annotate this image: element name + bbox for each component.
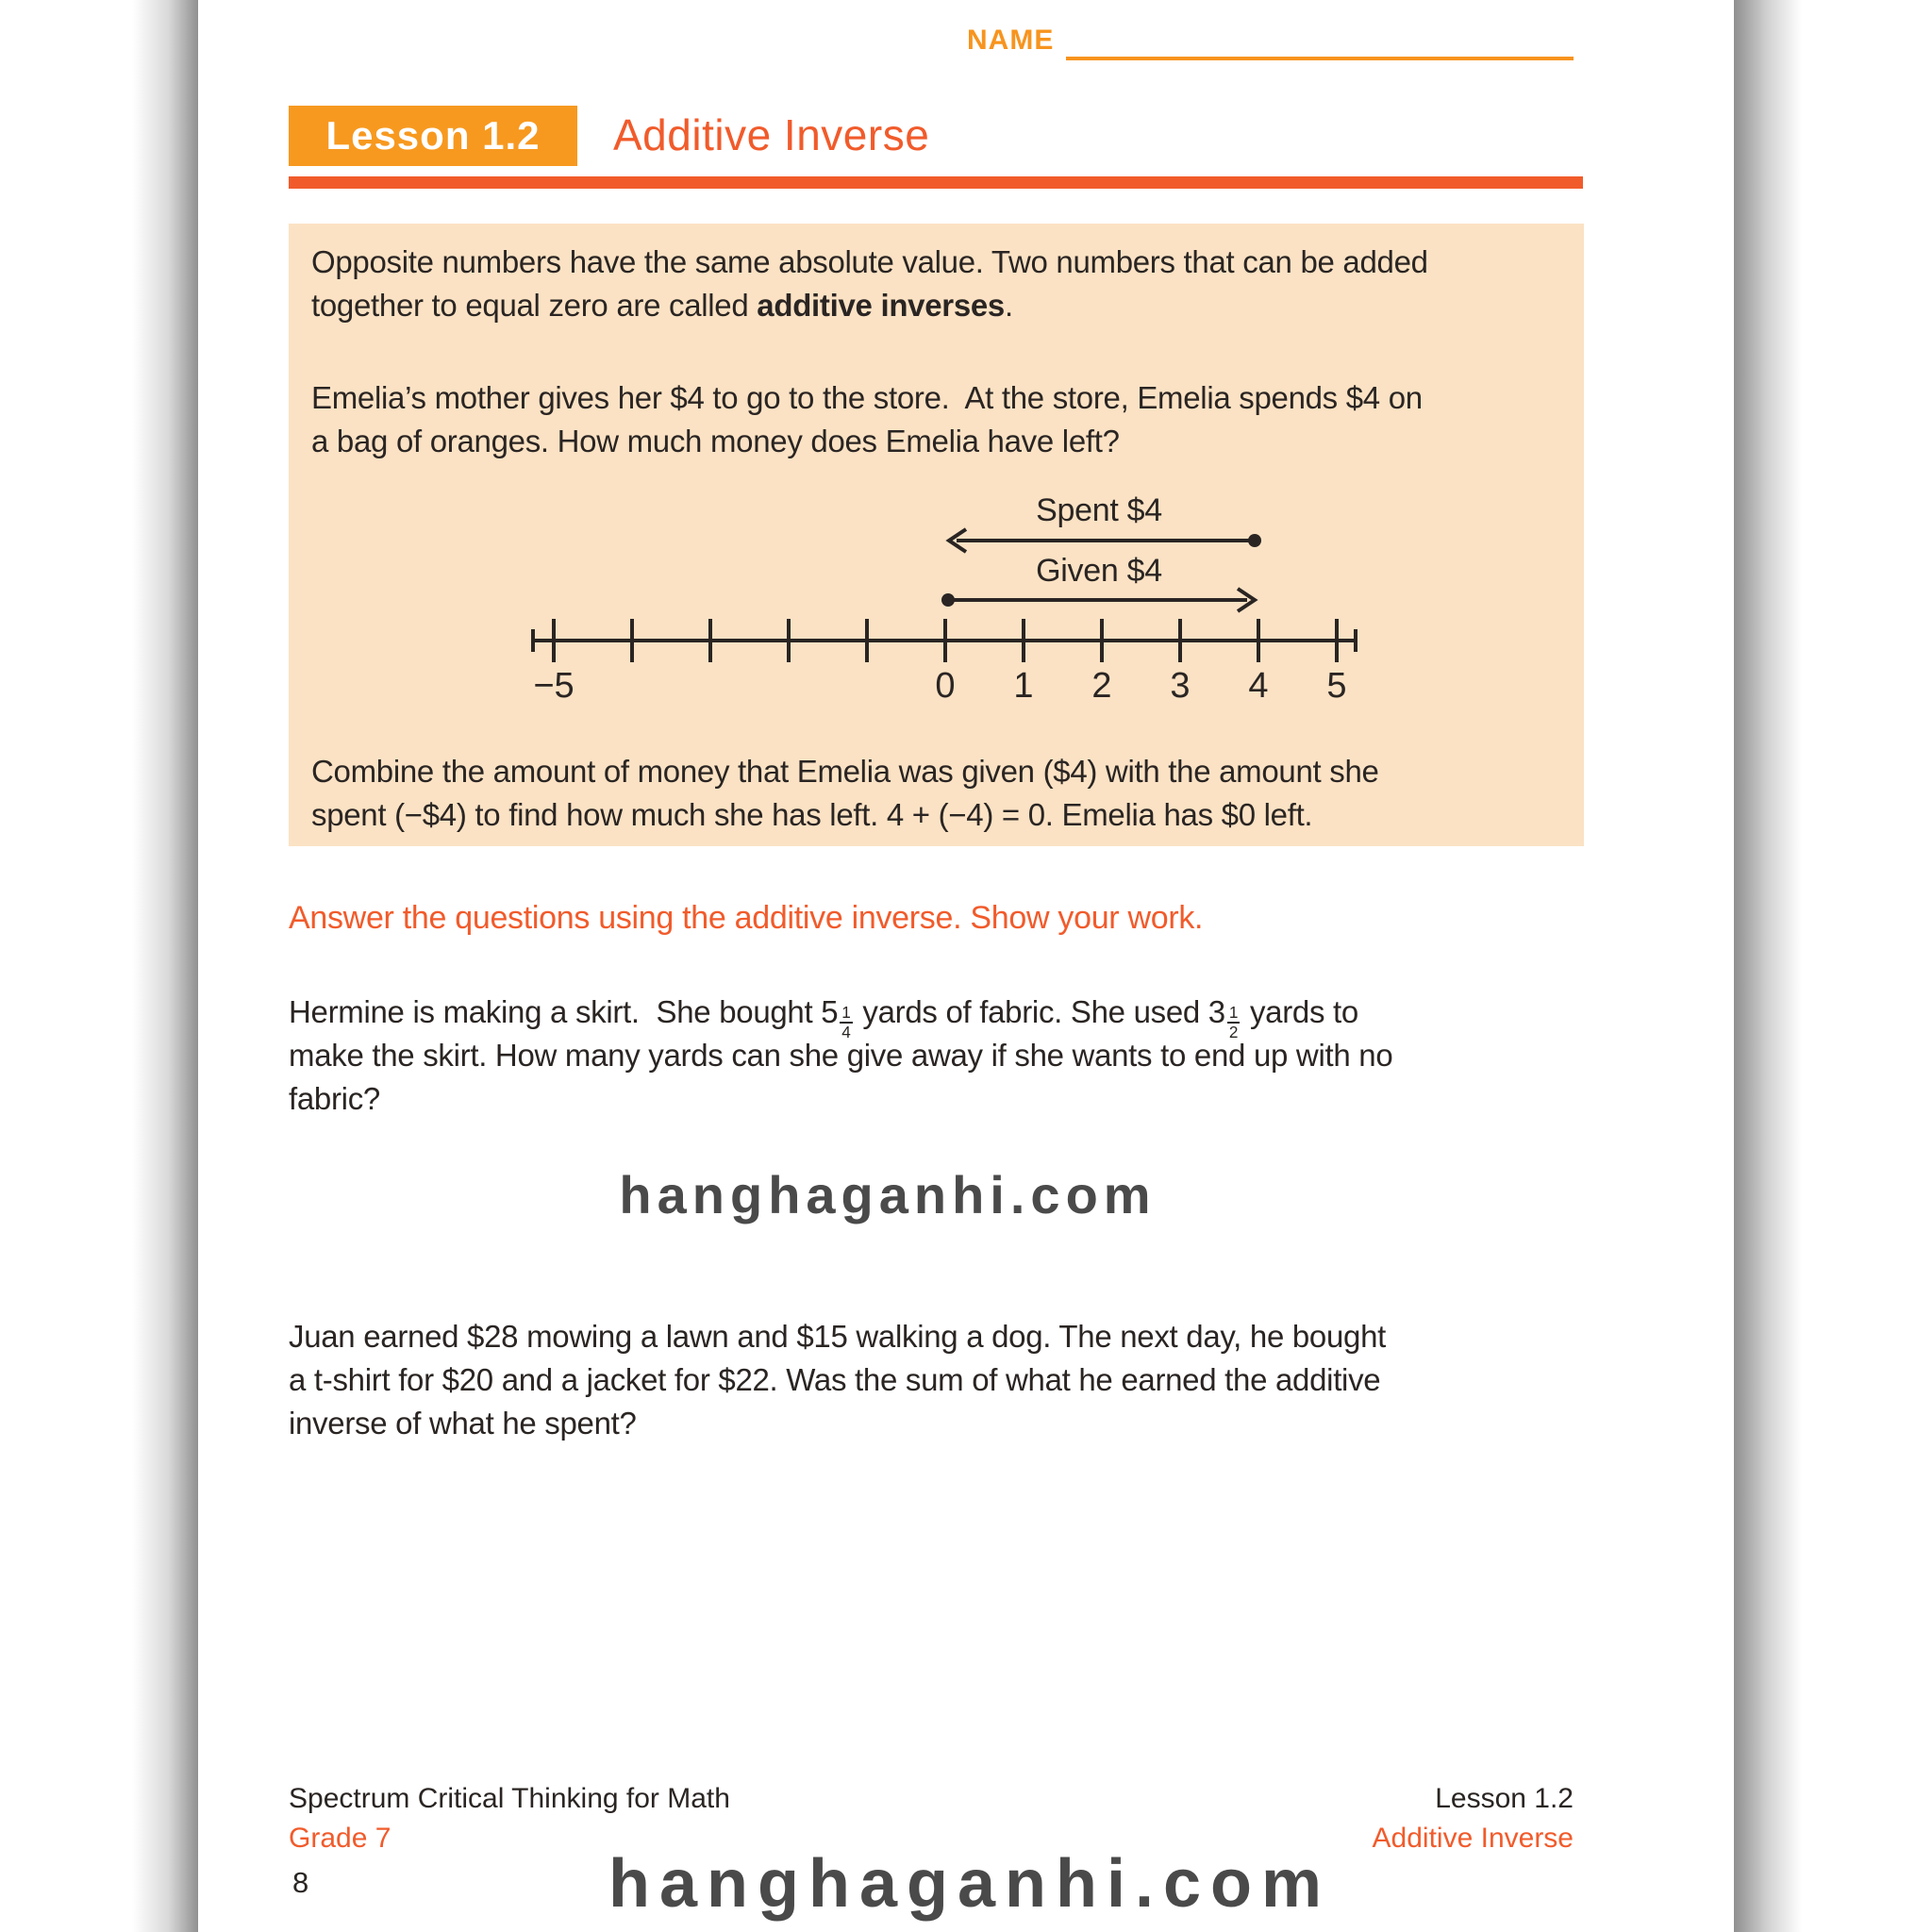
tick-label-neg5: −5: [533, 666, 575, 706]
tick-label-2: 2: [1091, 666, 1112, 706]
watermark-middle: hanghaganhi.com: [619, 1165, 1157, 1224]
question-1-line-1: Hermine is making a skirt. She bought 5 $\frac{1}{4}$ yards of fabric. She used 3 $\frac{1}{2}$ yards to: [289, 994, 1358, 1042]
bold-term: additive inverses: [757, 288, 1005, 323]
page-number: 8: [292, 1866, 309, 1899]
tick-label-3: 3: [1170, 666, 1191, 706]
example-paragraph: [311, 376, 1423, 463]
title-rule: [289, 176, 1583, 189]
question-2-line-2: a t-shirt for $20 and a jacket for $22. Was the sum of what he earned the additive: [289, 1362, 1381, 1397]
info-box: [289, 224, 1584, 846]
solution-line-2: spent (−$4) to find how much she has left. 4 + (−4) = 0. Emelia has $0 left.: [311, 797, 1313, 832]
definition-paragraph: [311, 241, 1428, 327]
watermark-bottom: hanghaganhi.com: [608, 1846, 1332, 1922]
name-label: NAME: [967, 25, 1055, 56]
footer-book-title: Spectrum Critical Thinking for Math: [289, 1783, 730, 1814]
footer-lesson-title: Additive Inverse: [1372, 1823, 1574, 1854]
footer-lesson: Lesson 1.2: [1435, 1783, 1574, 1814]
page-left-edge-shadow: [132, 0, 198, 1932]
fraction-one-half: $\frac{1}{2}$: [1228, 1003, 1239, 1042]
question-2-line-3: inverse of what he spent?: [289, 1406, 637, 1441]
definition-line-2: together to equal zero are called additive inverses.: [311, 288, 1013, 323]
solution-paragraph: [311, 750, 1379, 837]
solution-line-1: Combine the amount of money that Emelia was given ($4) with the amount she: [311, 754, 1379, 789]
question-2-line-1: Juan earned $28 mowing a lawn and $15 walking a dog. The next day, he bought: [289, 1319, 1386, 1354]
name-blank-line: [1066, 57, 1574, 60]
page-title: Additive Inverse: [613, 110, 930, 159]
number-line-diagram: [530, 491, 1358, 717]
tick-label-1: 1: [1013, 666, 1034, 706]
footer-grade: Grade 7: [289, 1823, 391, 1854]
fraction-one-quarter: $\frac{1}{4}$: [841, 1003, 851, 1042]
given-arrow-label: Given $4: [1036, 553, 1162, 589]
example-line-2: a bag of oranges. How much money does Emelia have left?: [311, 424, 1120, 458]
workbook-page: [198, 0, 1734, 1932]
question-1: [289, 991, 1392, 1121]
spent-arrow-label: Spent $4: [1036, 492, 1162, 528]
question-1-line-3: fabric?: [289, 1081, 380, 1116]
question-1-line-2: make the skirt. How many yards can she give away if she wants to end up with no: [289, 1038, 1393, 1073]
example-line-1: Emelia’s mother gives her $4 to go to the store. At the store, Emelia spends $4 on: [311, 380, 1423, 415]
question-2: [289, 1315, 1386, 1445]
definition-line-1: Opposite numbers have the same absolute value. Two numbers that can be added: [311, 244, 1428, 279]
tick-label-4: 4: [1248, 666, 1269, 706]
directions-text: Answer the questions using the additive inverse. Show your work.: [289, 900, 1204, 936]
tick-label-0: 0: [935, 666, 956, 706]
page-right-edge-shadow: [1734, 0, 1802, 1932]
lesson-badge: Lesson 1.2: [289, 106, 577, 166]
tick-label-5: 5: [1326, 666, 1347, 706]
